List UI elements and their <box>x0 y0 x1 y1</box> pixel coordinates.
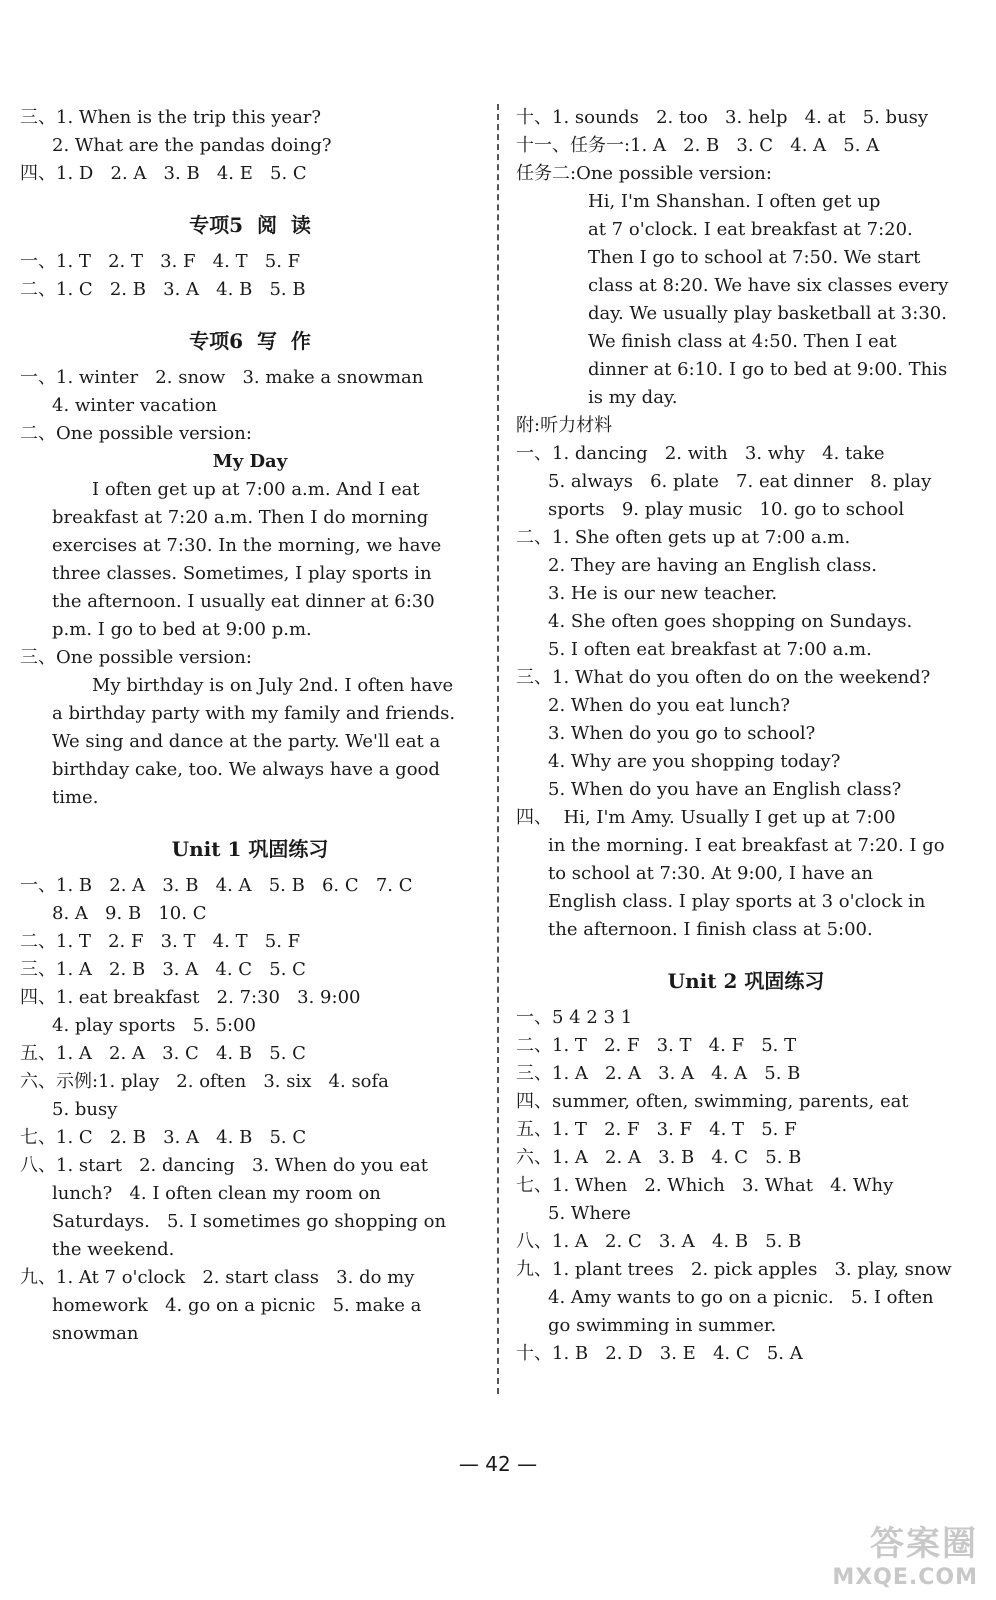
right-line: is my day. <box>588 387 678 408</box>
right-line: 二、1. She often gets up at 7:00 a.m. <box>516 527 851 548</box>
left-line: 二、One possible version: <box>20 423 252 444</box>
right-line: in the morning. I eat breakfast at 7:20. I go <box>548 835 945 856</box>
right-line: dinner at 6:10. I go to bed at 9:00. This <box>588 359 948 380</box>
page-number: — 42 — <box>458 1452 538 1476</box>
right-line: 4. Why are you shopping today? <box>548 751 841 772</box>
right-line: 四、 Hi, I'm Amy. Usually I get up at 7:00 <box>516 807 896 828</box>
left-column <box>20 104 480 1348</box>
right-line: 十、1. B 2. D 3. E 4. C 5. A <box>516 1343 803 1364</box>
left-line: lunch? 4. I often clean my room on <box>52 1183 381 1204</box>
left-line: 九、1. At 7 o'clock 2. start class 3. do my <box>20 1267 415 1288</box>
left-line: My birthday is on July 2nd. I often have <box>92 675 454 696</box>
right-line: We finish class at 4:50. Then I eat <box>588 331 897 352</box>
right-line: 二、1. T 2. F 3. T 4. F 5. T <box>516 1035 797 1056</box>
left-line: 一、1. winter 2. snow 3. make a snowman <box>20 367 424 388</box>
right-line: 五、1. T 2. F 3. F 4. T 5. F <box>516 1119 797 1140</box>
left-line: 4. winter vacation <box>52 395 217 416</box>
right-line: 三、1. A 2. A 3. A 4. A 5. B <box>516 1063 801 1084</box>
left-line: Saturdays. 5. I sometimes go shopping on <box>52 1211 447 1232</box>
right-line: 十一、任务一:1. A 2. B 3. C 4. A 5. A <box>516 135 880 156</box>
right-line: at 7 o'clock. I eat breakfast at 7:20. <box>588 219 913 240</box>
right-line: 3. He is our new teacher. <box>548 583 778 604</box>
column-divider <box>497 104 499 1394</box>
right-line: the afternoon. I finish class at 5:00. <box>548 919 873 940</box>
left-line: 三、1. When is the trip this year? <box>20 107 322 128</box>
left-section-heading: Unit 1 巩固练习 <box>171 837 329 861</box>
right-line: 四、summer, often, swimming, parents, eat <box>516 1091 909 1112</box>
left-line: 三、1. A 2. B 3. A 4. C 5. C <box>20 959 306 980</box>
right-line: English class. I play sports at 3 o'clock in <box>548 891 926 912</box>
left-line: time. <box>52 787 99 808</box>
left-line: My Day <box>212 451 288 472</box>
left-line: 八、1. start 2. dancing 3. When do you eat <box>20 1155 428 1176</box>
left-line: 二、1. T 2. F 3. T 4. T 5. F <box>20 931 301 952</box>
left-section-heading: 专项5 阅 读 <box>189 213 311 237</box>
right-line: Then I go to school at 7:50. We start <box>588 247 921 268</box>
right-line: 十、1. sounds 2. too 3. help 4. at 5. busy <box>516 107 929 128</box>
left-line: 七、1. C 2. B 3. A 4. B 5. C <box>20 1127 307 1148</box>
right-line: 2. When do you eat lunch? <box>548 695 790 716</box>
right-line: 5. always 6. plate 7. eat dinner 8. play <box>548 471 932 492</box>
left-line: 2. What are the pandas doing? <box>52 135 332 156</box>
right-line: 附:听力材料 <box>516 415 613 436</box>
right-line: class at 8:20. We have six classes every <box>588 275 949 296</box>
left-line: snowman <box>52 1323 139 1344</box>
right-line: Hi, I'm Shanshan. I often get up <box>588 191 881 212</box>
left-line: 五、1. A 2. A 3. C 4. B 5. C <box>20 1043 306 1064</box>
right-line: 4. She often goes shopping on Sundays. <box>548 611 913 632</box>
left-line: 8. A 9. B 10. C <box>52 903 207 924</box>
right-line: 4. Amy wants to go on a picnic. 5. I often <box>548 1287 934 1308</box>
left-line: the weekend. <box>52 1239 175 1260</box>
left-line: p.m. I go to bed at 9:00 p.m. <box>52 619 312 640</box>
right-line: 一、5 4 2 3 1 <box>516 1007 633 1028</box>
right-line: 3. When do you go to school? <box>548 723 816 744</box>
right-column <box>516 104 976 1368</box>
left-line: 5. busy <box>52 1099 118 1120</box>
left-line: breakfast at 7:20 a.m. Then I do morning <box>52 507 429 528</box>
right-line: day. We usually play basketball at 3:30. <box>588 303 947 324</box>
right-line: 5. I often eat breakfast at 7:00 a.m. <box>548 639 872 660</box>
right-line: 5. Where <box>548 1203 631 1224</box>
left-line: 二、1. C 2. B 3. A 4. B 5. B <box>20 279 306 300</box>
right-line: 六、1. A 2. A 3. B 4. C 5. B <box>516 1147 802 1168</box>
right-line: 七、1. When 2. Which 3. What 4. Why <box>516 1175 894 1196</box>
watermark-logo <box>798 1516 978 1590</box>
left-line: exercises at 7:30. In the morning, we have <box>52 535 442 556</box>
left-line: I often get up at 7:00 a.m. And I eat <box>92 479 420 500</box>
right-line: sports 9. play music 10. go to school <box>548 499 905 520</box>
right-line: 三、1. What do you often do on the weekend? <box>516 667 931 688</box>
left-line: 三、One possible version: <box>20 647 252 668</box>
left-line: birthday cake, too. We always have a good <box>52 759 440 780</box>
right-line: 2. They are having an English class. <box>548 555 877 576</box>
right-line: 八、1. A 2. C 3. A 4. B 5. B <box>516 1231 802 1252</box>
right-line: 九、1. plant trees 2. pick apples 3. play, snow <box>516 1259 952 1280</box>
left-line: 四、1. D 2. A 3. B 4. E 5. C <box>20 163 307 184</box>
left-line: three classes. Sometimes, I play sports in <box>52 563 432 584</box>
right-line: 任务二:One possible version: <box>516 163 772 184</box>
left-line: 四、1. eat breakfast 2. 7:30 3. 9:00 <box>20 987 361 1008</box>
right-line: go swimming in summer. <box>548 1315 777 1336</box>
left-line: a birthday party with my family and friends. <box>52 703 456 724</box>
left-line: 一、1. B 2. A 3. B 4. A 5. B 6. C 7. C <box>20 875 413 896</box>
watermark-bottom-text: MXQE.COM <box>832 1565 978 1590</box>
right-line: 一、1. dancing 2. with 3. why 4. take <box>516 443 885 464</box>
left-line: 六、示例:1. play 2. often 3. six 4. sofa <box>20 1071 389 1092</box>
left-line: the afternoon. I usually eat dinner at 6:30 <box>52 591 435 612</box>
left-line: We sing and dance at the party. We'll eat a <box>52 731 441 752</box>
right-line: 5. When do you have an English class? <box>548 779 902 800</box>
left-line: 一、1. T 2. T 3. F 4. T 5. F <box>20 251 301 272</box>
watermark-top-text: 答案圈 <box>870 1524 978 1564</box>
left-section-heading: 专项6 写 作 <box>189 329 311 353</box>
left-line: 4. play sports 5. 5:00 <box>52 1015 256 1036</box>
right-line: to school at 7:30. At 9:00, I have an <box>548 863 873 884</box>
left-line: homework 4. go on a picnic 5. make a <box>52 1295 422 1316</box>
right-section-heading: Unit 2 巩固练习 <box>667 969 825 993</box>
